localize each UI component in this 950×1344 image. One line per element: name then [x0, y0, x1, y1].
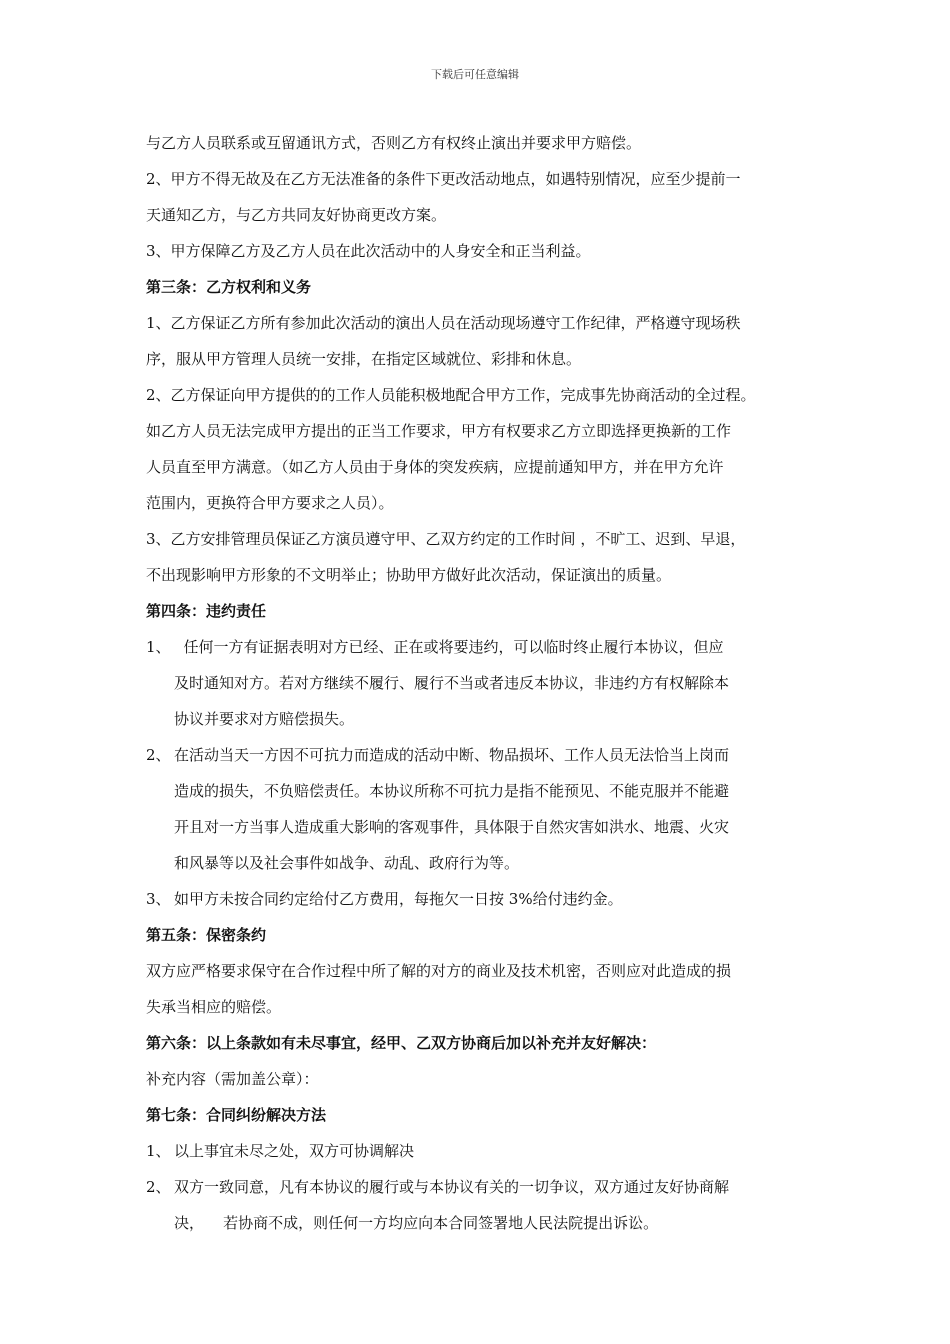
paragraph-line: 失承当相应的赔偿。: [146, 998, 282, 1016]
paragraph-line: 天通知乙方，与乙方共同友好协商更改方案。: [146, 206, 447, 224]
list-item: [146, 737, 818, 773]
paragraph-line: 与乙方人员联系或互留通讯方式，否则乙方有权终止演出并要求甲方赔偿。: [146, 134, 642, 152]
paragraph-line: 3、乙方安排管理员保证乙方演员遵守甲、乙双方约定的工作时间 ，不旷工、迟到、早退，: [146, 530, 746, 548]
paragraph-line: 2、甲方不得无故及在乙方无法准备的条件下更改活动地点，如遇特别情况，应至少提前一: [146, 170, 741, 188]
section-heading-6: 第六条：以上条款如有未尽事宜，经甲、乙双方协商后加以补充并友好解决：: [146, 1034, 657, 1052]
contract-body: [146, 125, 818, 1241]
paragraph-line: 2、乙方保证向甲方提供的的工作人员能积极地配合甲方工作，完成事先协商活动的全过程。: [146, 386, 756, 404]
page-header: 下载后可任意编辑: [431, 68, 519, 81]
list-item: [146, 881, 818, 917]
paragraph-line: 人员直至甲方满意。（如乙方人员由于身体的突发疾病，应提前通知甲方，并在甲方允许: [146, 458, 724, 476]
list-continuation: 造成的损失，不负赔偿责任。本协议所称不可抗力是指不能预见、不能克服并不能避: [174, 782, 730, 800]
paragraph-line: 如乙方人员无法完成甲方提出的正当工作要求，甲方有权要求乙方立即选择更换新的工作: [146, 422, 732, 440]
list-text: 双方一致同意，凡有本协议的履行或与本协议有关的一切争议，双方通过友好协商解: [174, 1178, 730, 1196]
paragraph-line: 1、乙方保证乙方所有参加此次活动的演出人员在活动现场遵守工作纪律，严格遵守现场秩: [146, 314, 741, 332]
section-heading-5: 第五条：保密条约: [146, 926, 267, 944]
list-number: 1、: [146, 638, 171, 656]
section-heading-7: 第七条：合同纠纷解决方法: [146, 1106, 327, 1124]
list-item: [146, 1169, 818, 1205]
list-number: 2、: [146, 1178, 171, 1196]
list-text: 任何一方有证据表明对方已经、正在或将要违约，可以临时终止履行本协议，但应: [174, 638, 724, 656]
section-heading-3: 第三条：乙方权利和义务: [146, 278, 312, 296]
section-heading-4: 第四条：违约责任: [146, 602, 267, 620]
list-continuation: 决， 若协商不成，则任何一方均应向本合同签署地人民法院提出诉讼。: [174, 1214, 659, 1232]
list-number: 3、: [146, 890, 171, 908]
list-text: 如甲方未按合同约定给付乙方费用，每拖欠一日按 3%给付违约金。: [174, 890, 623, 908]
list-item: [146, 629, 818, 665]
list-number: 1、: [146, 1142, 171, 1160]
paragraph-line: 序，服从甲方管理人员统一安排，在指定区域就位、彩排和休息。: [146, 350, 582, 368]
paragraph-line: 范围内，更换符合甲方要求之人员）。: [146, 494, 394, 512]
list-text: 以上事宜未尽之处，双方可协调解决: [174, 1142, 415, 1160]
list-continuation: 开且对一方当事人造成重大影响的客观事件，具体限于自然灾害如洪水、地震、火灾: [174, 818, 730, 836]
paragraph-line: 补充内容（需加盖公章）：: [146, 1070, 319, 1088]
list-item: [146, 1133, 818, 1169]
list-continuation: 和风暴等以及社会事件如战争、动乱、政府行为等。: [174, 854, 520, 872]
list-text: 在活动当天一方因不可抗力而造成的活动中断、物品损坏、工作人员无法恰当上岗而: [174, 746, 730, 764]
list-continuation: 及时通知对方。若对方继续不履行、履行不当或者违反本协议，非违约方有权解除本: [174, 674, 730, 692]
paragraph-line: 3、甲方保障乙方及乙方人员在此次活动中的人身安全和正当利益。: [146, 242, 591, 260]
list-continuation: 协议并要求对方赔偿损失。: [174, 710, 355, 728]
list-number: 2、: [146, 746, 171, 764]
paragraph-line: 双方应严格要求保守在合作过程中所了解的对方的商业及技术机密，否则应对此造成的损: [146, 962, 732, 980]
paragraph-line: 不出现影响甲方形象的不文明举止；协助甲方做好此次活动，保证演出的质量。: [146, 566, 672, 584]
